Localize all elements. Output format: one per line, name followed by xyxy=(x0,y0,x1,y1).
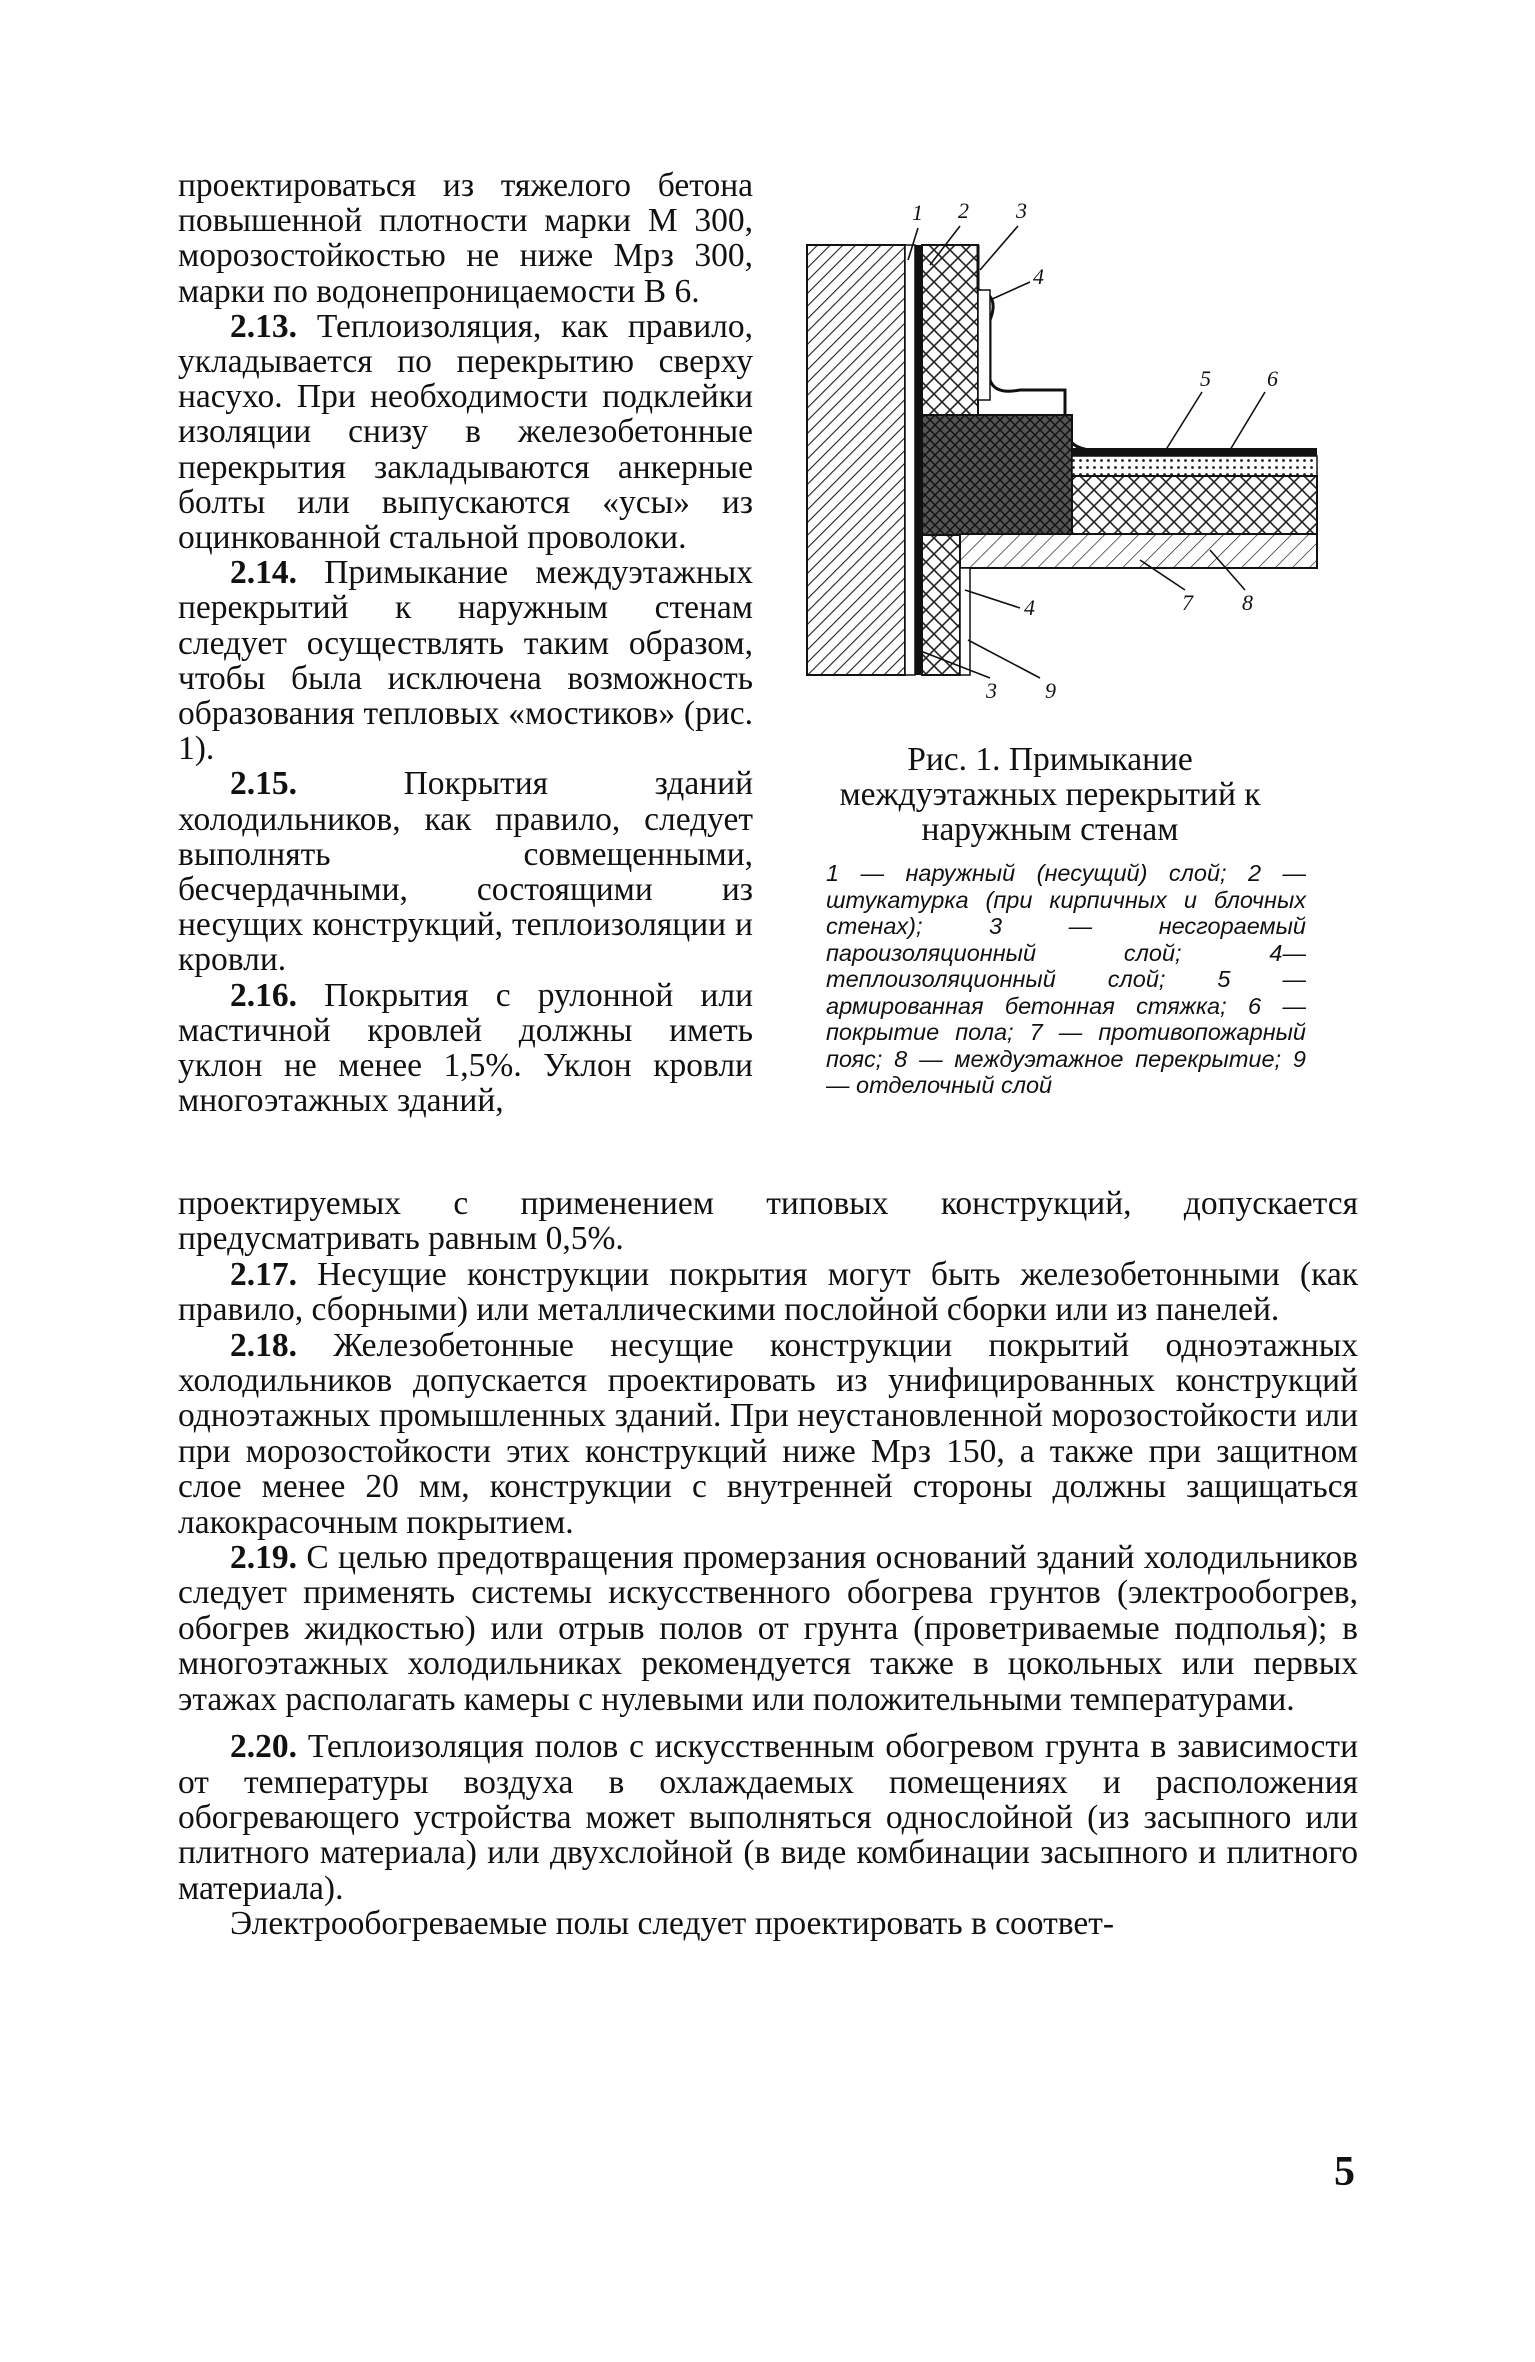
finishing-layer-lower xyxy=(960,568,970,675)
label-4-upper: 4 xyxy=(1033,264,1044,289)
label-3: 3 xyxy=(1016,198,1027,223)
label-6: 6 xyxy=(1267,366,1278,391)
paragraph-2-19 xyxy=(178,1540,1358,1717)
paragraph-continued: проектироваться из тяжелого бетона повышенной плотности марки М 300, морозостойкостью не ниже Мрз 300, марки по водонепроницаемости В 6. xyxy=(178,167,753,310)
clause-number: 2.13. xyxy=(230,307,297,345)
clause-number: 2.16. xyxy=(230,976,297,1014)
label-7: 7 xyxy=(1182,590,1193,615)
paragraph-2-18 xyxy=(178,1328,1358,1540)
vapour-barrier-layer xyxy=(915,245,922,675)
floor-insulation xyxy=(1072,476,1317,534)
paragraph-2-20 xyxy=(178,1729,1358,1906)
paragraph-2-13 xyxy=(178,309,753,555)
paragraph-electric-floors: Электрообогреваемые полы следует проектировать в соответ- xyxy=(230,1905,1115,1943)
full-width-text xyxy=(178,1186,1358,1942)
label-8: 8 xyxy=(1242,590,1253,615)
wall-floor-junction-figure xyxy=(790,170,1335,730)
clause-text: Железобетонные несущие конструкции покрытий одноэтажных холодильников допускается проектировать из унифицированных конструкций одноэтажных промышленных зданий. При неустановленной морозостойкости или при морозостойкости этих конструкций ниже Мрз 150, а также при защитном слое менее 20 мм, конструкции с внутренней стороны должны защищаться лакокрасочным покрытием. xyxy=(178,1326,1359,1541)
insulation-layer-upper xyxy=(922,245,978,420)
clause-number: 2.15. xyxy=(230,765,297,803)
reinforced-screed xyxy=(1072,456,1317,476)
page-number: 5 xyxy=(1334,2149,1355,2195)
clause-number: 2.19. xyxy=(230,1539,297,1577)
clause-text: Покрытия с рулонной или мастичной кровлей должны иметь уклон не менее 1,5%. Уклон кровли многоэтажных зданий, xyxy=(178,976,754,1120)
clause-text: Теплоизоляция, как правило, укладывается по перекрытию сверху насухо. При необходимости подклейки изоляции снизу в железобетонные перекрытия закладываются анкерные болты или выпускаются «усы» из оцинкованной стальной проволоки. xyxy=(178,307,754,557)
clause-text: Примыкание междуэтажных перекрытий к наружным стенам следует осуществлять таким образом, чтобы была исключена возможность образования тепловых «мостиков» (рис. 1). xyxy=(178,554,754,768)
interfloor-slab xyxy=(960,534,1317,568)
fire-protection-belt xyxy=(922,415,1072,535)
label-9: 9 xyxy=(1045,678,1056,703)
clause-text: Несущие конструкции покрытия могут быть железобетонными (как правило, сборными) или металлическими послойной сборки или из панелей. xyxy=(178,1255,1358,1329)
figure-caption-legend: 1 — наружный (несущий) слой; 2 — штукатурка (при кирпичных и блочных стенах); 3 — несгораемый пароизоляционный слой; 4—теплоизоляционный слой; 5 — армированная бетонная стяжка; 6 — покрытие пола; 7 — противопожарный пояс; 8 — междуэтажное перекрытие; 9 — отделочный слой xyxy=(826,860,1306,1098)
left-text-column xyxy=(178,168,753,1118)
clause-number: 2.17. xyxy=(230,1255,297,1293)
outer-bearing-layer xyxy=(807,245,905,675)
figure-caption-title: Рис. 1. Примыкание междуэтажных перекрытий к наружным стенам xyxy=(839,741,1261,848)
plaster-layer xyxy=(905,245,915,675)
clause-number: 2.20. xyxy=(230,1728,297,1766)
floor-covering xyxy=(1072,448,1317,456)
label-3-lower: 3 xyxy=(986,678,997,703)
clause-number: 2.14. xyxy=(230,554,297,592)
label-4-lower: 4 xyxy=(1024,595,1035,620)
clause-text: Теплоизоляция полов с искусственным обогревом грунта в зависимости от температуры воздуха в охлаждаемых помещениях и расположения обогревающего устройства может выполняться однослойной (из засыпного или плитного материала) или двухслойной (в виде комбинации засыпного и плитного материала). xyxy=(178,1728,1358,1907)
finish-layer xyxy=(978,290,990,400)
paragraph-2-16-continued: проектируемых с применением типовых конструкций, допускается предусматривать равным 0,5%. xyxy=(178,1185,1358,1258)
clause-text: Покрытия зданий холодильников, как правило, следует выполнять совмещенными, бесчердачными, состоящими из несущих конструкций, теплоизоляции и кровли. xyxy=(178,765,753,979)
paragraph-2-16 xyxy=(178,978,753,1119)
clause-text: С целью предотвращения промерзания оснований зданий холодильников следует применять системы искусственного обогрева грунтов (электрообогрев, обогрев жидкостью) или отрыв полов от грунта (проветриваемые подполья); в многоэтажных холодильниках рекомендуется также в цокольных или первых этажах располагать камеры с нулевыми или положительными температурами. xyxy=(178,1539,1358,1718)
paragraph-2-14 xyxy=(178,555,753,766)
label-2: 2 xyxy=(958,198,969,223)
paragraph-2-15 xyxy=(178,766,753,977)
label-1: 1 xyxy=(912,200,923,225)
paragraph-2-17 xyxy=(178,1257,1358,1328)
label-5: 5 xyxy=(1200,366,1211,391)
clause-number: 2.18. xyxy=(230,1326,297,1364)
